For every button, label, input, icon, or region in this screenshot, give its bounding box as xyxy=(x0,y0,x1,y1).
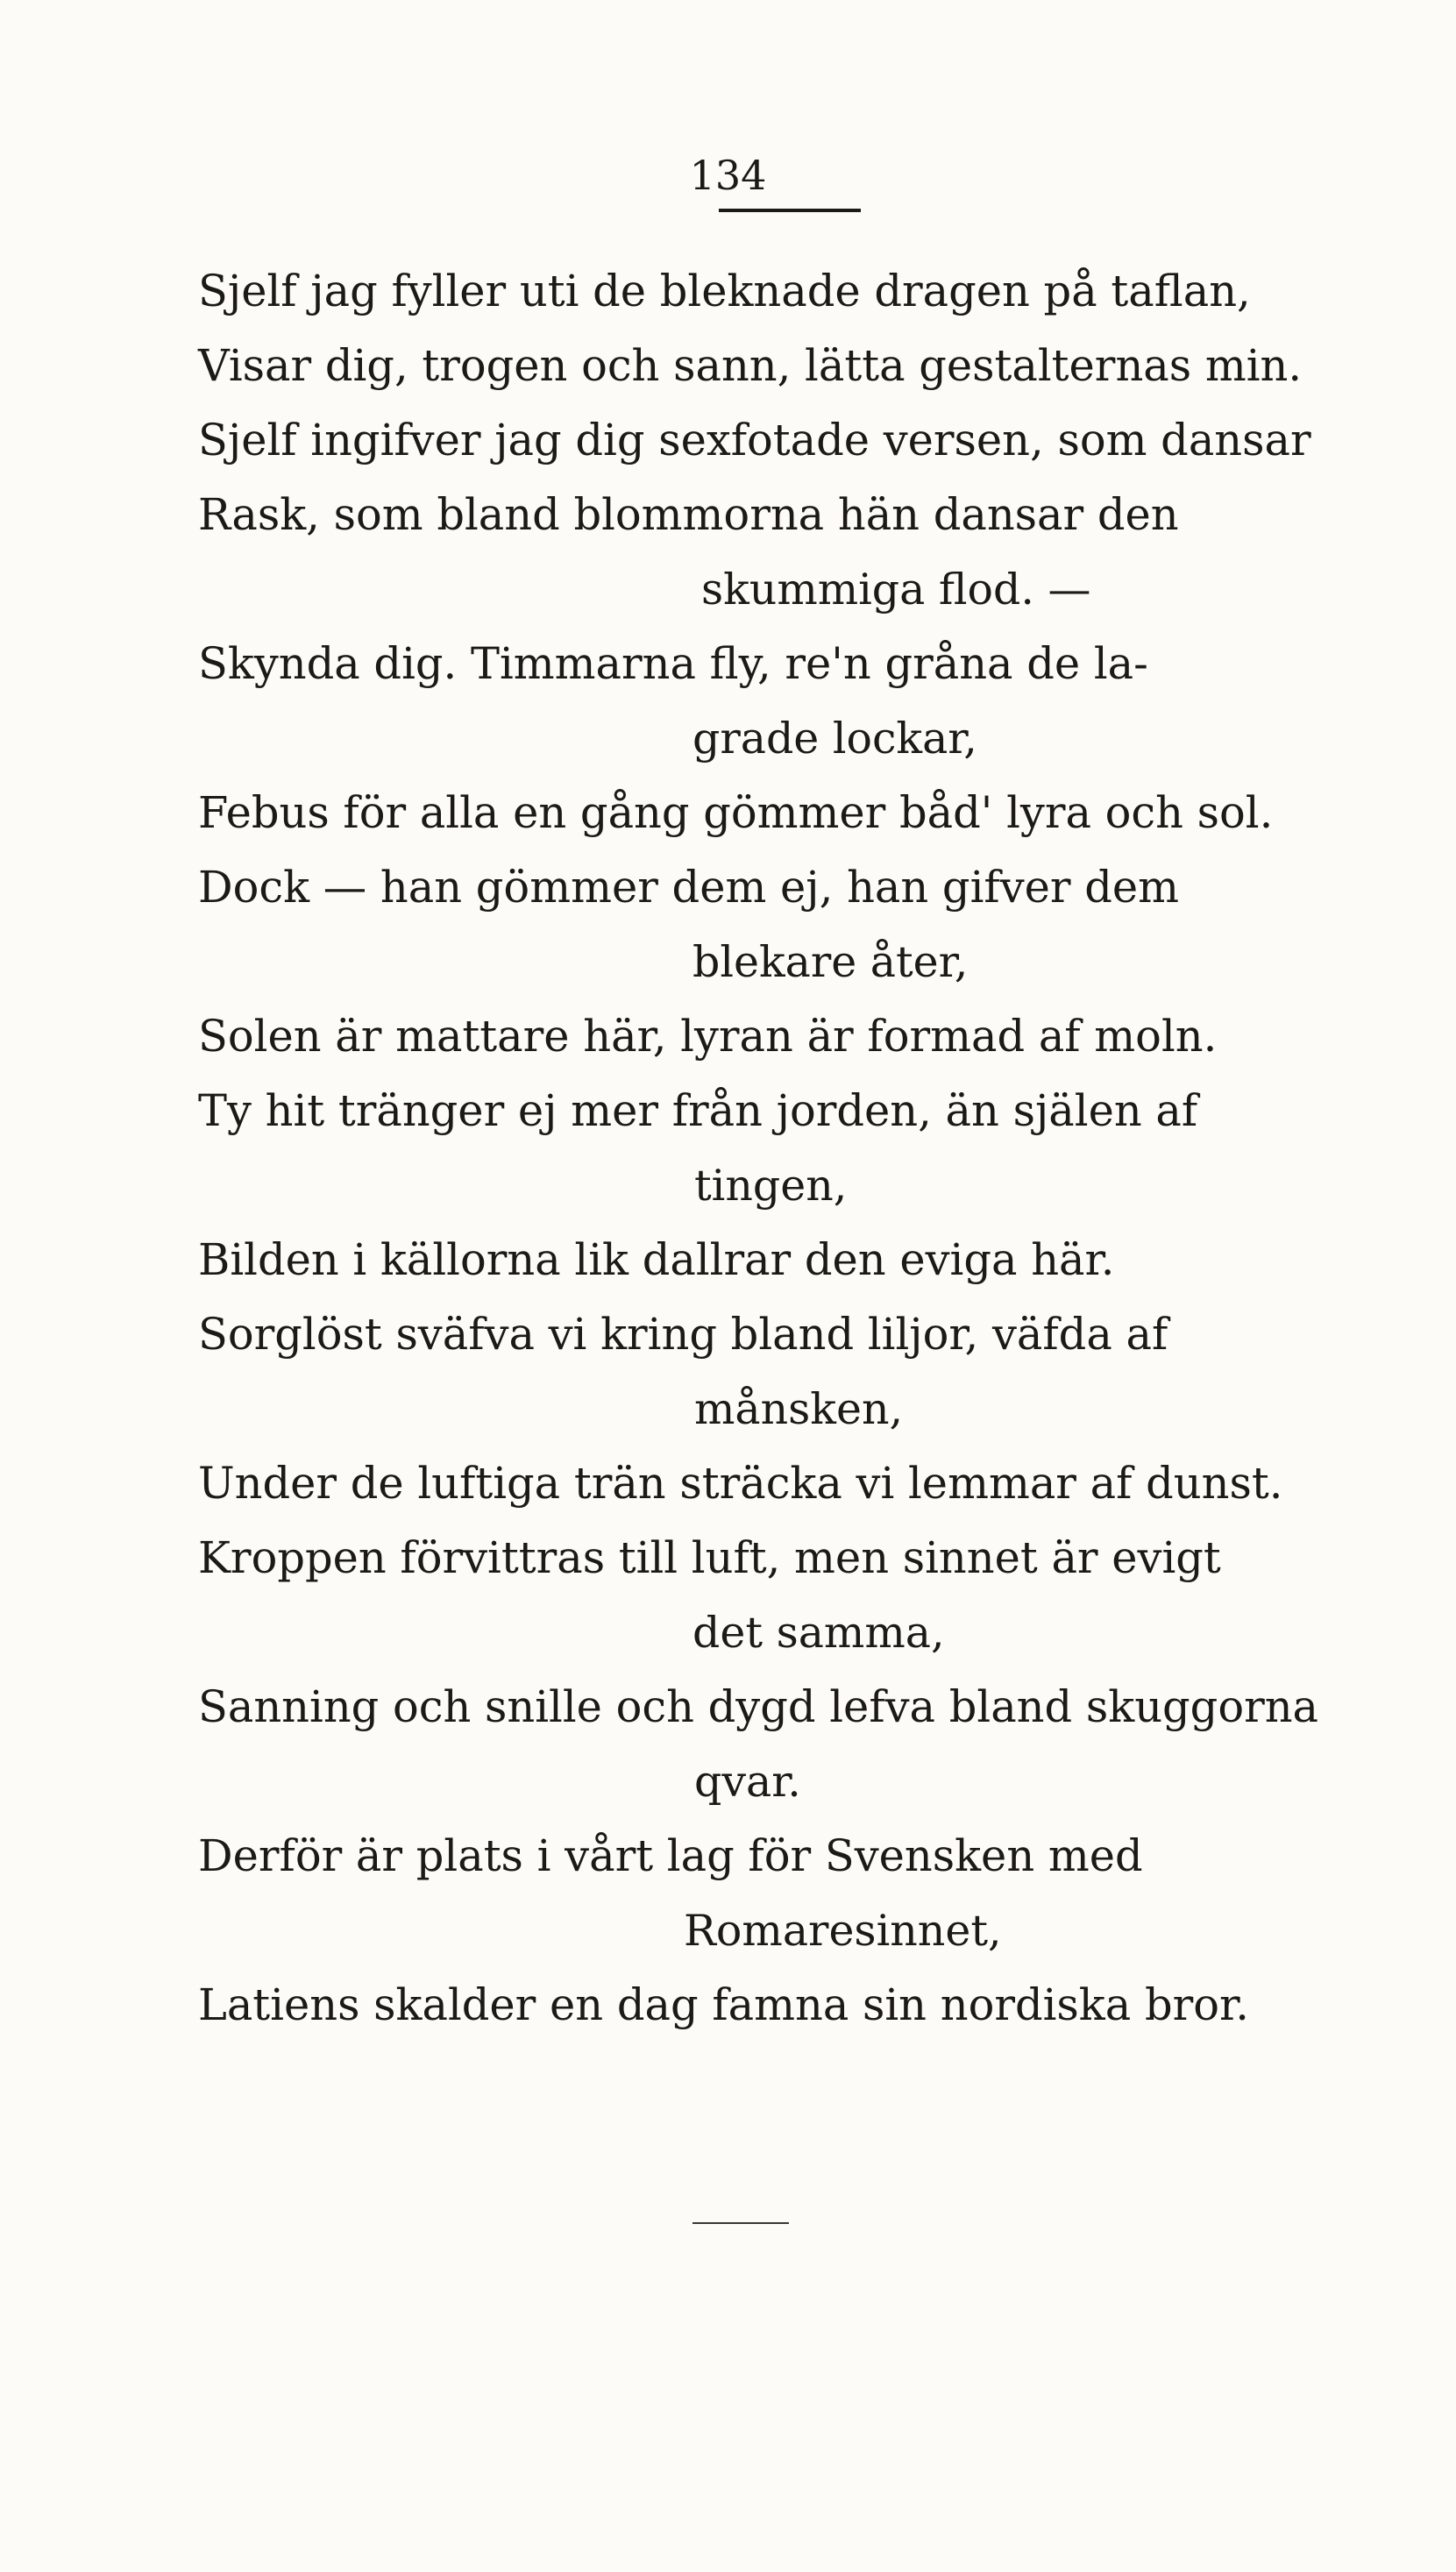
verse-line: Sorglöst sväfva vi kring bland liljor, väfda af xyxy=(198,1309,1168,1360)
verse-line: Bilden i källorna lik dallrar den eviga här. xyxy=(198,1234,1115,1285)
verse-line-continuation: qvar. xyxy=(694,1757,801,1807)
verse-line: Solen är mattare här, lyran är formad af moln. xyxy=(198,1011,1218,1062)
verse-line: Visar dig, trogen och sann, lätta gestalternas min. xyxy=(198,340,1303,391)
verse-line: Skynda dig. Timmarna fly, re'n gråna de la- xyxy=(198,638,1148,689)
bottom-rule xyxy=(692,2222,789,2224)
verse-line-continuation: blekare åter, xyxy=(692,937,969,987)
verse-line-continuation: Romaresinnet, xyxy=(684,1906,1002,1956)
verse-line: Dock — han gömmer dem ej, han gifver dem xyxy=(198,862,1180,913)
verse-line-continuation: det samma, xyxy=(692,1608,945,1658)
verse-line-continuation: månsken, xyxy=(694,1384,904,1434)
verse-line-continuation: grade lockar, xyxy=(692,714,977,764)
verse-line-continuation: skummiga flod. — xyxy=(701,565,1091,615)
verse-line: Febus för alla en gång gömmer båd' lyra och sol. xyxy=(198,787,1274,838)
verse-line: Kroppen förvittras till luft, men sinnet är evigt xyxy=(198,1532,1221,1583)
poem xyxy=(198,254,1381,2043)
verse-line: Derför är plats i vårt lag för Svensken med xyxy=(198,1830,1143,1881)
verse-line: Ty hit tränger ej mer från jorden, än själen af xyxy=(198,1085,1198,1136)
verse-line: Rask, som bland blommorna hän dansar den xyxy=(198,489,1179,540)
page-number: 134 xyxy=(689,152,767,199)
page-number-rule xyxy=(719,209,861,212)
verse-line-continuation: tingen, xyxy=(694,1161,848,1211)
verse-line: Sjelf jag fyller uti de bleknade dragen på taflan, xyxy=(198,266,1251,316)
verse-line: Under de luftiga trän sträcka vi lemmar af dunst. xyxy=(198,1458,1283,1509)
verse-line: Sjelf ingifver jag dig sexfotade versen, som dansar xyxy=(198,415,1311,465)
verse-line: Latiens skalder en dag famna sin nordiska bror. xyxy=(198,1979,1249,2030)
verse-line: Sanning och snille och dygd lefva bland skuggorna xyxy=(198,1681,1319,1732)
